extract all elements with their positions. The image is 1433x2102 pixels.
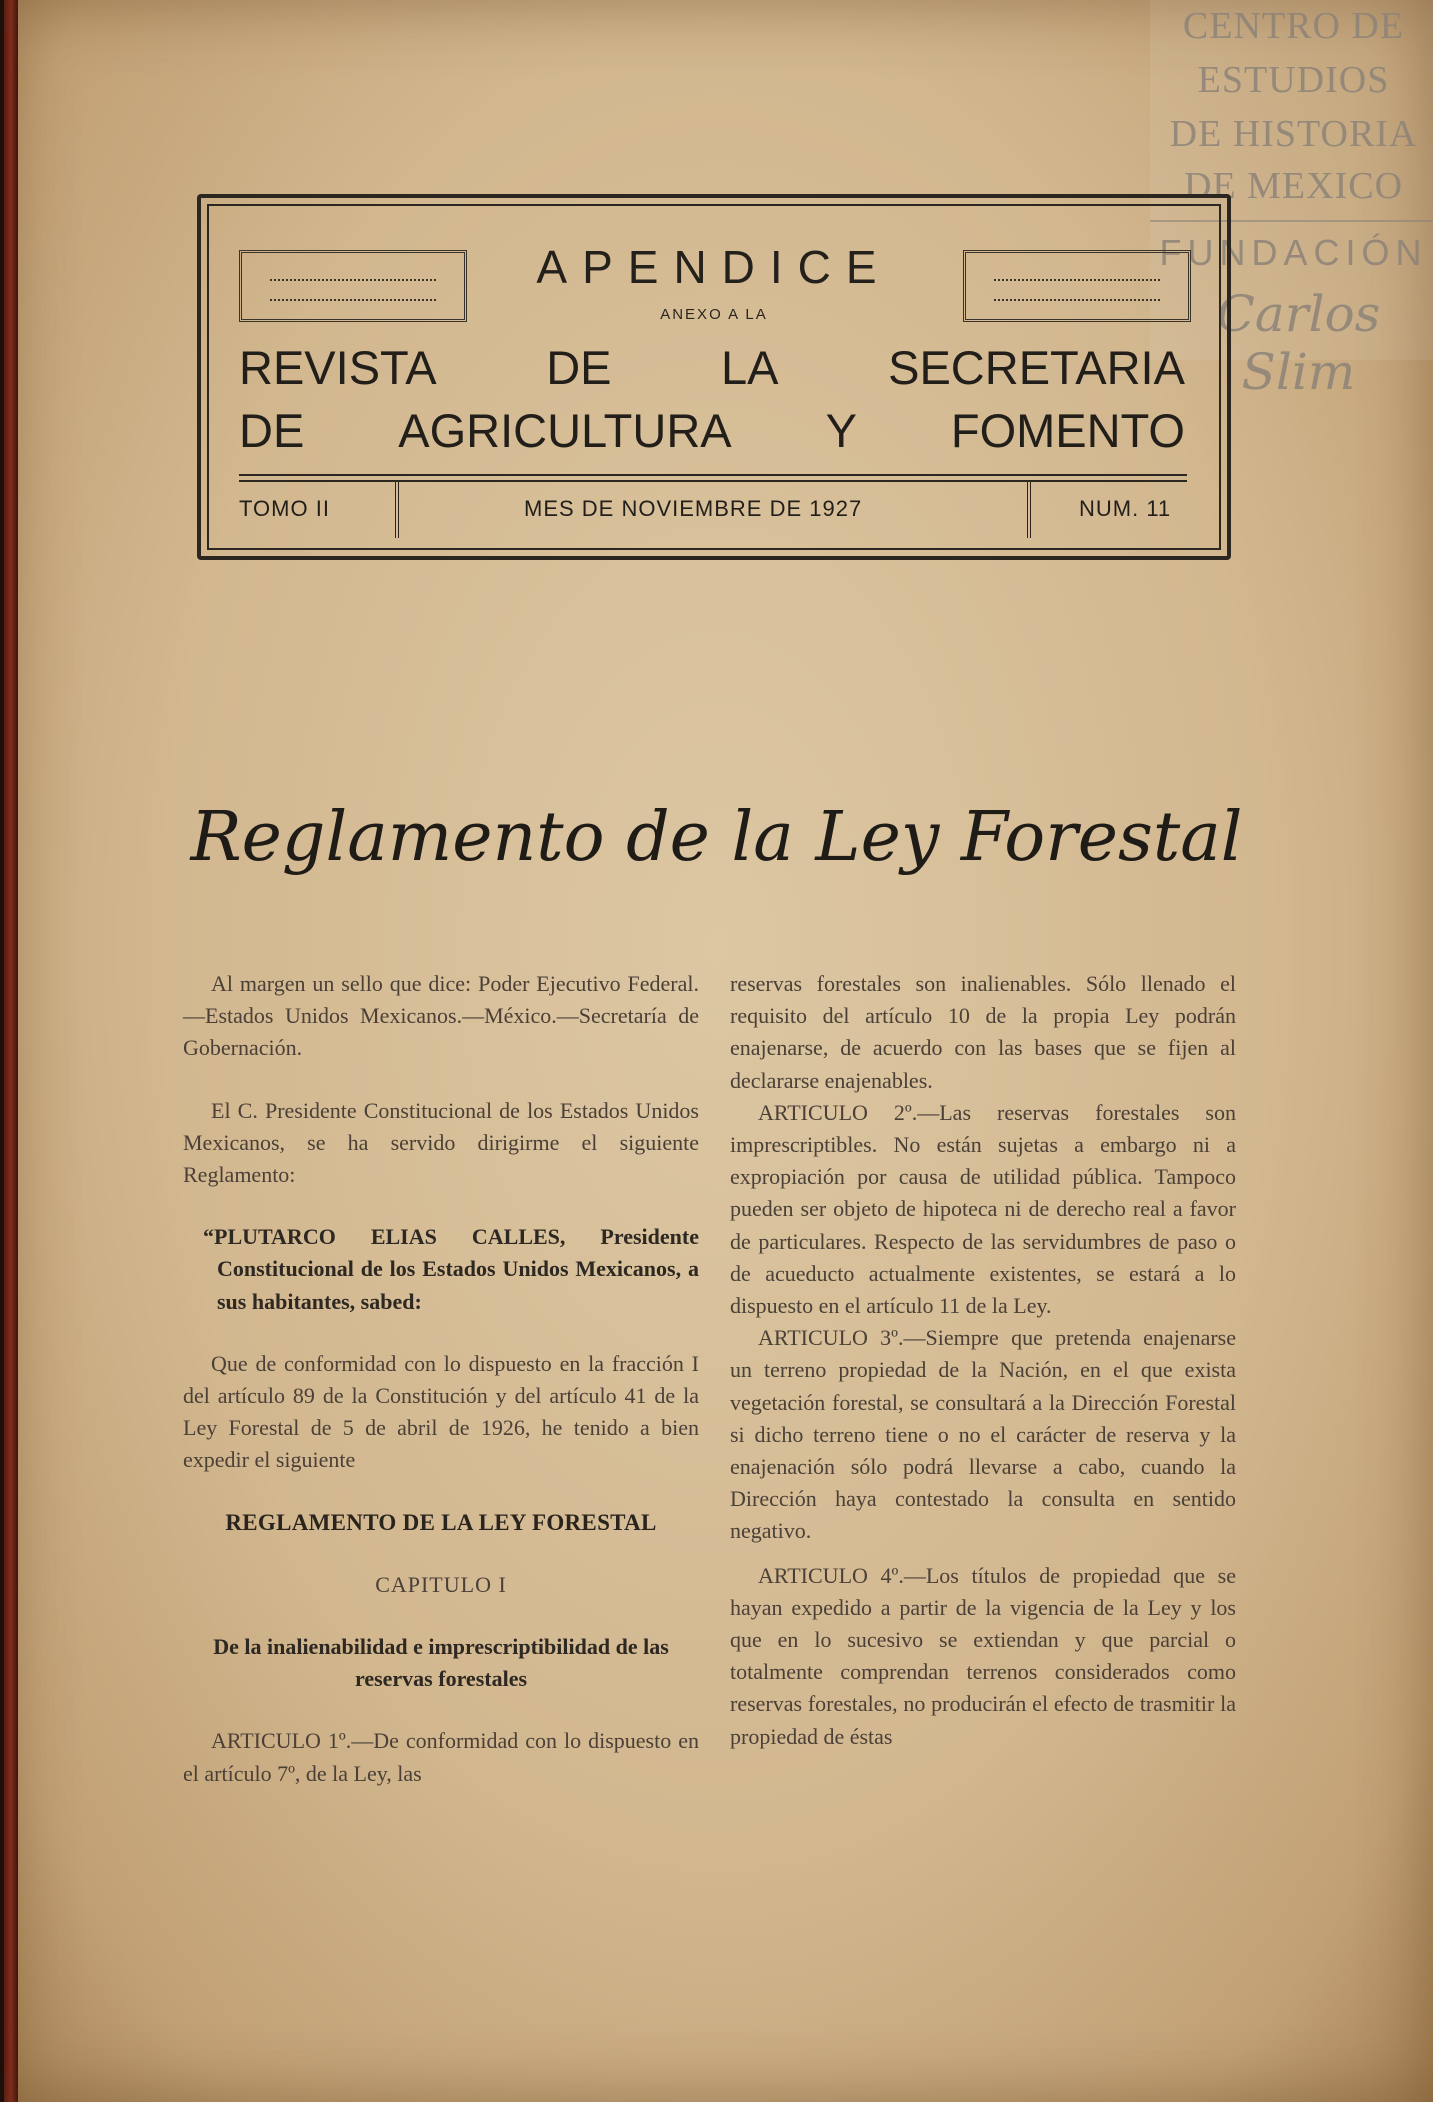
masthead-word: REVISTA: [239, 341, 437, 394]
watermark-line: CENTRO DE: [1182, 5, 1405, 47]
masthead-word: SECRETARIA: [888, 341, 1185, 394]
chapter-subheading: De la inalienabilidad e imprescriptibilidad de las reservas forestales: [213, 1634, 669, 1692]
article-3: ARTICULO 3º.—Siempre que pretenda enajenarse un terreno propiedad de la Nación, en el que exista vegetación forestal, se consultará a la Dirección Forestal si dicho terreno tiene o no el carácter de reserva y la enajenación sólo podrá llevarse a cabo, cuando la Dirección haya contestado la consulta en sentido negativo.: [730, 1325, 1236, 1544]
article-1-start: ARTICULO 1º.—De conformidad con lo dispuesto en el artículo 7º, de la Ley, las: [183, 1728, 699, 1786]
issue-number: NUM. 11: [1079, 496, 1172, 521]
conformity-paragraph: Que de conformidad con lo dispuesto en la fracción I del artículo 89 de la Constitución y del artículo 41 de la Ley Forestal de 5 de abril de 1926, he tenido a bien expedir el siguiente: [183, 1350, 699, 1473]
article-1-continuation: reservas forestales son inalienables. Sólo llenado el requisito del artículo 10 de la propia Ley podrán enajenarse, de acuerdo con las bases que se fijen al declararse enajenables.: [730, 971, 1236, 1093]
masthead-box: [197, 194, 1231, 560]
watermark-signature: Carlos Slim: [1216, 285, 1381, 401]
masthead-info-bar: [239, 478, 1187, 540]
masthead-word: LA: [721, 341, 779, 394]
masthead-title: APENDICE: [536, 241, 892, 293]
masthead-annex: ANEXO A LA: [660, 306, 768, 323]
masthead-word: Y: [825, 404, 857, 457]
watermark-line: ESTUDIOS: [1197, 59, 1390, 101]
watermark-line: DE HISTORIA: [1169, 113, 1418, 155]
proclamation-paragraph: “PLUTARCO ELIAS CALLES, Presidente Constitucional de los Estados Unidos Mexicanos, a sus habitantes, sabed:: [203, 1224, 699, 1314]
masthead-rule: [239, 474, 1187, 476]
chapter-heading: CAPITULO I: [375, 1571, 507, 1597]
masthead-word: DE: [546, 341, 612, 394]
watermark-line: DE MEXICO: [1183, 165, 1404, 207]
left-column: [183, 968, 699, 1790]
article-4: ARTICULO 4º.—Los títulos de propiedad que se hayan expedido a partir de la vigencia de la Ley y los que en lo sucesivo se extiendan y que parcial o totalmente comprendan terrenos considerados como reservas forestales, no producirán el efecto de trasmitir la propiedad de éstas: [730, 1562, 1236, 1749]
info-divider: [395, 480, 399, 538]
masthead-line-1: [239, 340, 1185, 395]
intro-paragraph: El C. Presidente Constitucional de los Estados Unidos Mexicanos, se ha servido dirigirme el siguiente Reglamento:: [183, 1097, 699, 1188]
article-2: ARTICULO 2º.—Las reservas forestales son imprescriptibles. No están sujetas a embargo ni a expropiación por causa de utilidad pública. Tampoco pueden ser objeto de hipoteca ni de derecho real a favor de particulares. Respecto de las servidumbres de paso o de acueducto actualmente existentes, se estará a lo dispuesto en el artículo 11 de la Ley.: [730, 1099, 1236, 1319]
masthead-word: FOMENTO: [950, 404, 1185, 457]
document-title: Reglamento de la Ley Forestal: [190, 798, 1243, 877]
binding-spine: [4, 0, 18, 2102]
issue-date: MES DE NOVIEMBRE DE 1927: [524, 496, 863, 521]
masthead-word: AGRICULTURA: [398, 404, 732, 457]
volume-label: TOMO II: [239, 496, 330, 521]
regulation-heading: REGLAMENTO DE LA LEY FORESTAL: [225, 1509, 657, 1535]
info-divider: [1027, 480, 1031, 538]
margin-note-paragraph: Al margen un sello que dice: Poder Ejecutivo Federal.—Estados Unidos Mexicanos.—México.—Secretaría de Gobernación.: [183, 971, 699, 1061]
masthead-line-2: [239, 403, 1185, 458]
right-column: [730, 968, 1236, 1753]
watermark-foundation: FUNDACIÓN: [1159, 232, 1428, 273]
masthead-word: DE: [239, 404, 305, 457]
